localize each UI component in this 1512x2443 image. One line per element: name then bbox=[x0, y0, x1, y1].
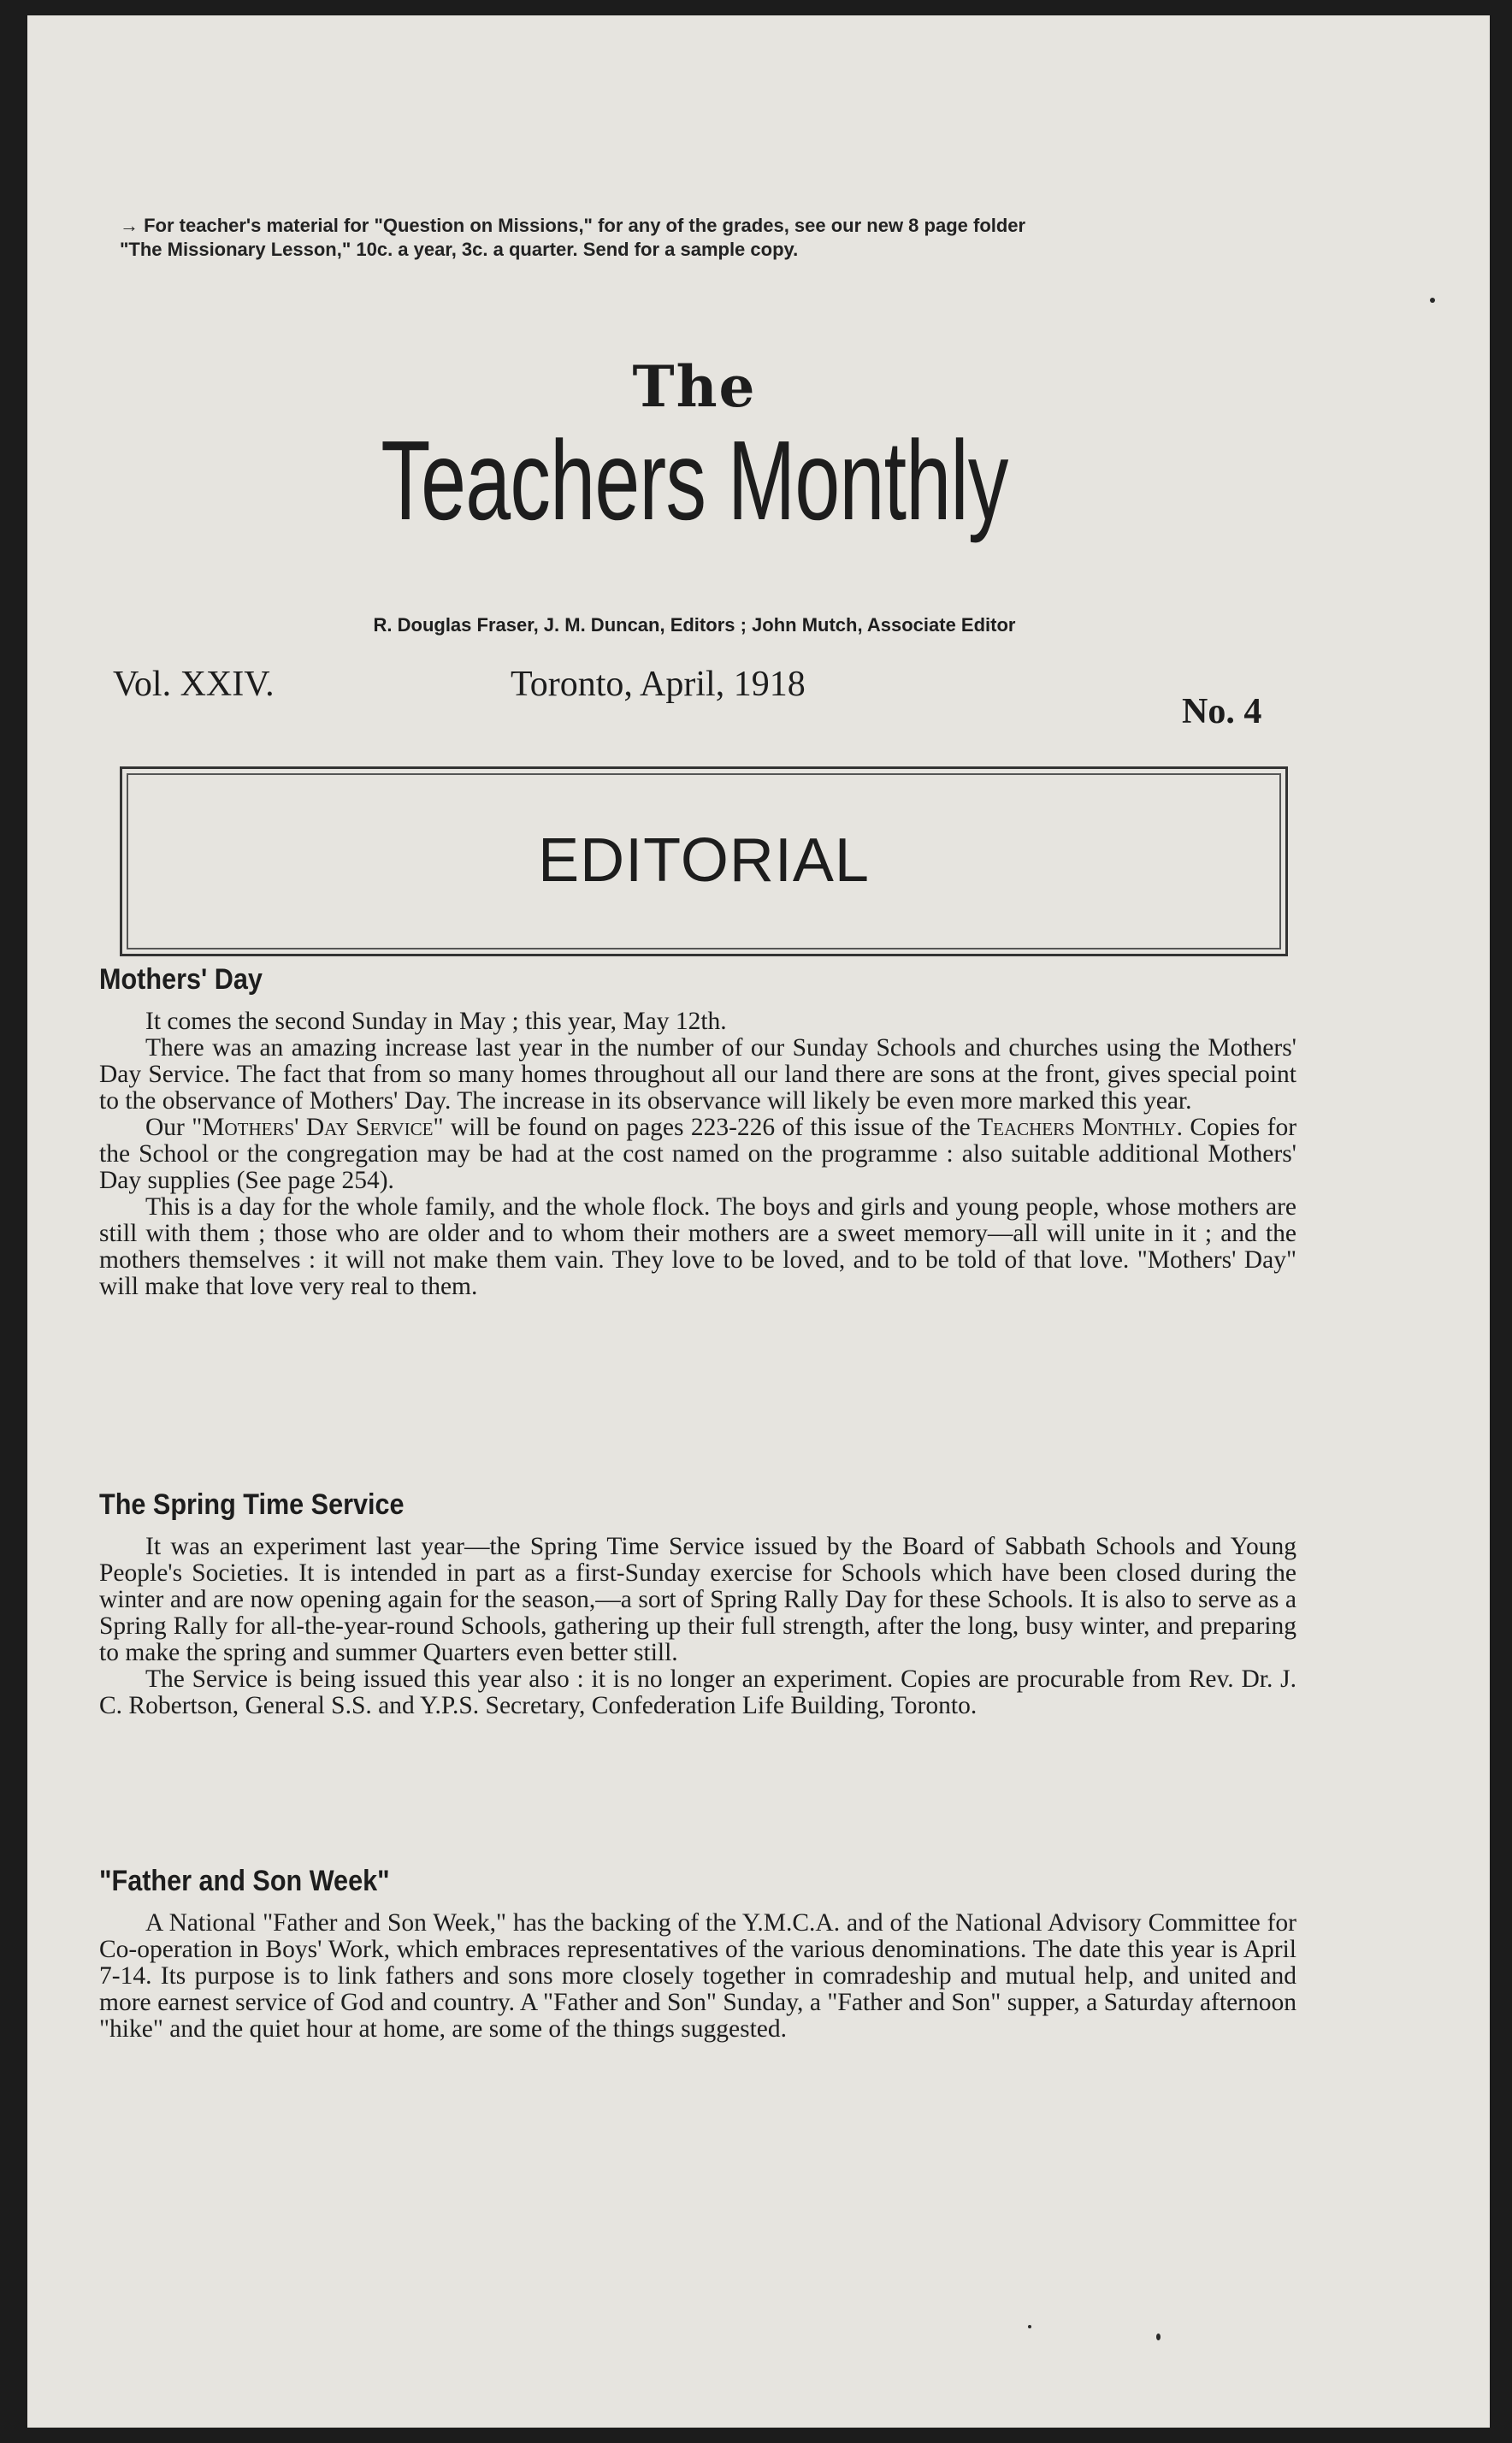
editors-line: R. Douglas Fraser, J. M. Duncan, Editors ; John Mutch, Associate Editor bbox=[373, 614, 1016, 636]
section-heading: "Father and Son Week" bbox=[99, 1865, 390, 1897]
scanned-page bbox=[27, 15, 1490, 2428]
paragraph bbox=[99, 1115, 1296, 1194]
notice-line-2: "The Missionary Lesson," 10c. a year, 3c. a quarter. Send for a sample copy. bbox=[120, 239, 799, 260]
paragraph: The Service is being issued this year also : it is no longer an experiment. Copies are procurable from Rev. Dr. J. C. Robertson, General S.S. and Y.P.S. Secretary, Confederation Life Building, Toronto. bbox=[99, 1665, 1296, 1719]
scan-speck bbox=[1028, 2325, 1031, 2328]
issue-number: No. 4 bbox=[1182, 692, 1262, 731]
service-title: Mothers' Day Service bbox=[202, 1114, 434, 1141]
place-date: Toronto, April, 1918 bbox=[511, 665, 806, 704]
masthead-the: The bbox=[632, 353, 757, 420]
section-father-and-son-week bbox=[99, 1865, 1296, 2043]
scan-speck bbox=[1430, 298, 1435, 303]
text-run: " will be found on pages 223-226 of this issue of the bbox=[433, 1114, 978, 1141]
paragraph: It was an experiment last year—the Spring Time Service issued by the Board of Sabbath Schools and Young People's Societies. It is intended in part as a first-Sunday exercise for Schools which have been closed during the winter and are now opening again for the season,—a sort of Spring Rally Day for these Schools. It is also to serve as a Spring Rally for all-the-year-round Schools, gathering up their full strength, after the long, busy winter, and preparing to make the spring and summer Quarters even better still. bbox=[99, 1533, 1296, 1666]
text-run: . Copies for the School or the congregation may be had at the cost named on the programme : also suitable additional Mothers' Day supplies (See page 254). bbox=[99, 1114, 1297, 1194]
text-run: Our " bbox=[145, 1114, 203, 1141]
scan-speck bbox=[1156, 2334, 1161, 2340]
volume-number: Vol. XXIV. bbox=[113, 665, 275, 704]
section-spring-time-service bbox=[99, 1488, 1296, 1719]
editorial-banner bbox=[120, 766, 1288, 956]
missions-notice bbox=[120, 214, 1334, 262]
paragraph: This is a day for the whole family, and the whole flock. The boys and girls and young people, whose mothers are still with them ; those who are older and to whom their mothers are a sweet memory—all will unite in it ; and the mothers themselves : it will not make them vain. They love to be loved, and to be told of that love. "Mothers' Day" will make that love very real to them. bbox=[99, 1193, 1296, 1300]
paragraph: There was an amazing increase last year in the number of our Sunday Schools and churches using the Mothers' Day Service. The fact that from so many homes throughout all our land there are sons at the front, gives special point to the observance of Mothers' Day. The increase in its observance will likely be even more marked this year. bbox=[99, 1034, 1296, 1115]
section-mothers-day bbox=[99, 963, 1296, 1300]
paragraph: It comes the second Sunday in May ; this year, May 12th. bbox=[145, 1008, 727, 1035]
section-heading: Mothers' Day bbox=[99, 963, 263, 996]
magazine-title: Teachers Monthly bbox=[977, 1114, 1177, 1141]
section-heading: The Spring Time Service bbox=[99, 1488, 405, 1521]
paragraph: A National "Father and Son Week," has the backing of the Y.M.C.A. and of the National Advisory Committee for Co-operation in Boys' Work, which embraces representatives of the various denominations. The date this year is April 7-14. Its purpose is to link fathers and sons more closely together in comradeship and mutual help, and united and more earnest service of God and country. A "Father and Son" Sunday, a "Father and Son" supper, a Saturday afternoon "hike" and the quiet hour at home, are some of the things suggested. bbox=[99, 1909, 1296, 2043]
editorial-title: EDITORIAL bbox=[538, 826, 870, 895]
notice-line-1: → For teacher's material for "Question on Missions," for any of the grades, see our new 8 page folder bbox=[120, 215, 1026, 236]
masthead-title: Teachers Monthly bbox=[381, 417, 1008, 543]
